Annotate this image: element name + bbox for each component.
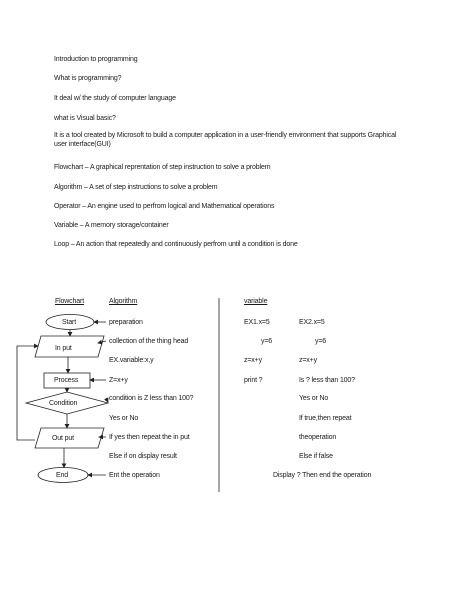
end-label: End xyxy=(56,472,69,479)
variable-definition: Variable – A memory storage/container xyxy=(54,222,169,229)
variable-header: variable xyxy=(244,298,268,305)
ex2-if-true: If true,then repeat xyxy=(299,415,352,422)
algorithm-step: If yes then repeat the in put xyxy=(109,434,190,441)
ex1-y: y=6 xyxy=(261,338,273,345)
what-programming-line: What is programming? xyxy=(54,75,122,82)
ex2-yes-no: Yes or No xyxy=(299,395,329,402)
operator-definition: Operator – An engine used to perfrom logical and Mathematical operations xyxy=(54,203,275,210)
ex1-z: z=x+y xyxy=(244,357,262,364)
algorithm-step: Ent the operation xyxy=(109,472,160,479)
ex2-x: EX2.x=5 xyxy=(299,319,325,326)
process-label: Process xyxy=(54,377,79,384)
ex2-else-false: Else if false xyxy=(299,453,333,460)
display-end: Display ? Then end the operation xyxy=(273,472,372,479)
flowchart-header: Flowchart xyxy=(55,298,84,305)
what-vb-line: what is Visual basic? xyxy=(54,115,116,122)
algorithm-step: EX.variable:x,y xyxy=(109,357,154,364)
vb-definition: It is a tool created by Microsoft to build a computer application in a user-friendly environment that supports Graphical user interface(GUI) xyxy=(54,132,397,148)
algorithm-step: Else if on display result xyxy=(109,453,177,460)
algorithm-step: Yes or No xyxy=(109,415,139,422)
algorithm-step: Z=x+y xyxy=(109,377,128,384)
ex1-x: EX1.x=5 xyxy=(244,319,270,326)
start-label: Start xyxy=(62,319,77,326)
algorithm-definition: Algorithm – A set of step instructions to solve a problem xyxy=(54,184,218,191)
intro-line: Introduction to programming xyxy=(54,56,138,63)
ex2-y: y=6 xyxy=(315,338,327,345)
input-label: In put xyxy=(55,345,72,352)
loop-definition: Loop – An action that repeatedly and continuously perfrom until a condition is done xyxy=(54,241,298,248)
algorithm-step: collection of the thing head xyxy=(109,338,189,345)
algorithm-step: condition is Z less than 100? xyxy=(109,395,194,402)
output-label: Out put xyxy=(52,435,74,442)
flowchart-definition: Flowchart – A graphical reprentation of step instruction to solve a problem xyxy=(54,164,271,171)
algorithm-header: Algorithm xyxy=(109,298,138,305)
ex2-operation: theoperation xyxy=(299,434,337,441)
deal-line: It deal w/ the study of computer language xyxy=(54,95,176,102)
algorithm-step: preparation xyxy=(109,319,143,326)
ex2-z: z=x+y xyxy=(299,357,317,364)
ex1-print: print ? xyxy=(244,377,263,384)
ex2-question: Is ? less than 100? xyxy=(299,377,355,384)
condition-label: Condition xyxy=(49,400,78,407)
